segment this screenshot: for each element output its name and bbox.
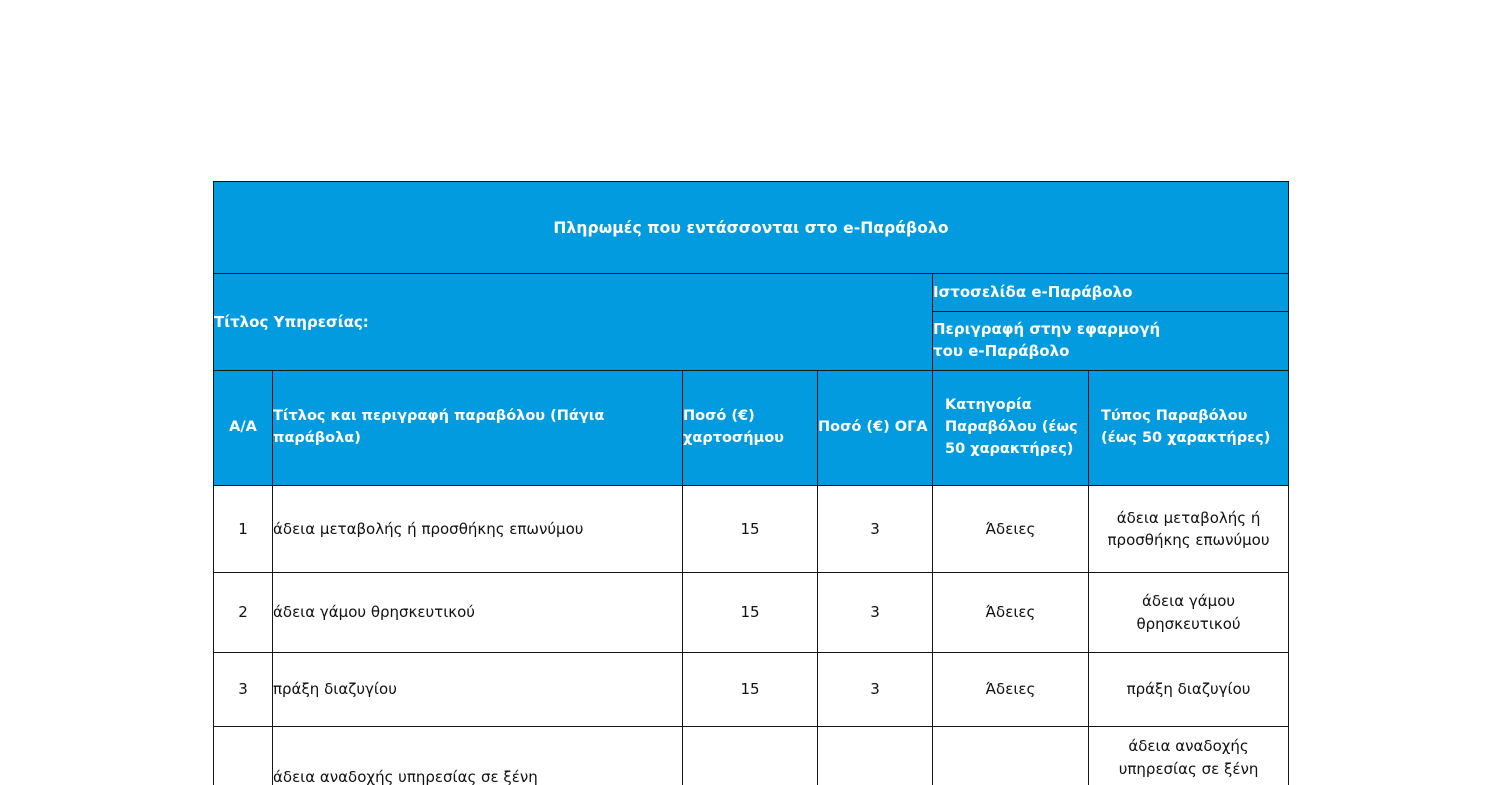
table-banner-row bbox=[214, 182, 1289, 274]
service-title-label: Τίτλος Υπηρεσίας: bbox=[214, 274, 933, 371]
column-header-oga-amount: Ποσό (€) ΟΓΑ bbox=[818, 371, 933, 486]
cell-stamp: 15 bbox=[683, 486, 818, 573]
eparavolo-website-label: Ιστοσελίδα e-Παράβολο bbox=[933, 274, 1289, 312]
eparavolo-description-line2: του e-Παράβολο bbox=[933, 342, 1070, 361]
cell-category: Άδειες bbox=[933, 653, 1089, 727]
eparavolo-table bbox=[213, 181, 1289, 785]
banner-title: Πληρωμές που εντάσσονται στο e-Παράβολο bbox=[214, 182, 1289, 274]
column-header-row bbox=[214, 371, 1289, 486]
cell-oga: 3 bbox=[818, 486, 933, 573]
column-header-category: Κατηγορία Παραβόλου (έως 50 χαρακτήρες) bbox=[933, 371, 1089, 486]
cell-title: πράξη διαζυγίου bbox=[273, 653, 683, 727]
cell-aa: 1 bbox=[214, 486, 273, 573]
eparavolo-description-label bbox=[933, 312, 1289, 371]
cell-oga: 3 bbox=[818, 653, 933, 727]
cell-stamp: 15 bbox=[683, 653, 818, 727]
cell-type: πράξη διαζυγίου bbox=[1089, 653, 1289, 727]
cell-title: άδεια αναδοχής υπηρεσίας σε ξένη bbox=[273, 727, 683, 785]
cell-title: άδεια μεταβολής ή προσθήκης επωνύμου bbox=[273, 486, 683, 573]
table-row bbox=[214, 573, 1289, 653]
table-row bbox=[214, 653, 1289, 727]
cell-category: Άδειες bbox=[933, 573, 1089, 653]
table-row bbox=[214, 727, 1289, 785]
column-header-title: Τίτλος και περιγραφή παραβόλου (Πάγια παράβολα) bbox=[273, 371, 683, 486]
cell-type: άδεια μεταβολής ή προσθήκης επωνύμου bbox=[1089, 486, 1289, 573]
column-header-aa: Α/Α bbox=[214, 371, 273, 486]
cell-stamp: 15 bbox=[683, 573, 818, 653]
cell-aa: 3 bbox=[214, 653, 273, 727]
table-row bbox=[214, 486, 1289, 573]
cell-type: άδεια αναδοχής υπηρεσίας σε ξένη bbox=[1089, 727, 1289, 785]
eparavolo-description-line1: Περιγραφή στην εφαρμογή bbox=[933, 320, 1161, 339]
cell-type: άδεια γάμου θρησκευτικού bbox=[1089, 573, 1289, 653]
service-title-row bbox=[214, 274, 1289, 312]
cell-oga bbox=[818, 727, 933, 785]
cell-aa: 2 bbox=[214, 573, 273, 653]
cell-category: Άδειες bbox=[933, 486, 1089, 573]
column-header-stamp-amount: Ποσό (€) χαρτοσήμου bbox=[683, 371, 818, 486]
cell-stamp bbox=[683, 727, 818, 785]
cell-title: άδεια γάμου θρησκευτικού bbox=[273, 573, 683, 653]
eparavolo-table-container bbox=[213, 181, 1288, 785]
cell-category bbox=[933, 727, 1089, 785]
cell-oga: 3 bbox=[818, 573, 933, 653]
cell-aa bbox=[214, 727, 273, 785]
column-header-type: Τύπος Παραβόλου (έως 50 χαρακτήρες) bbox=[1089, 371, 1289, 486]
